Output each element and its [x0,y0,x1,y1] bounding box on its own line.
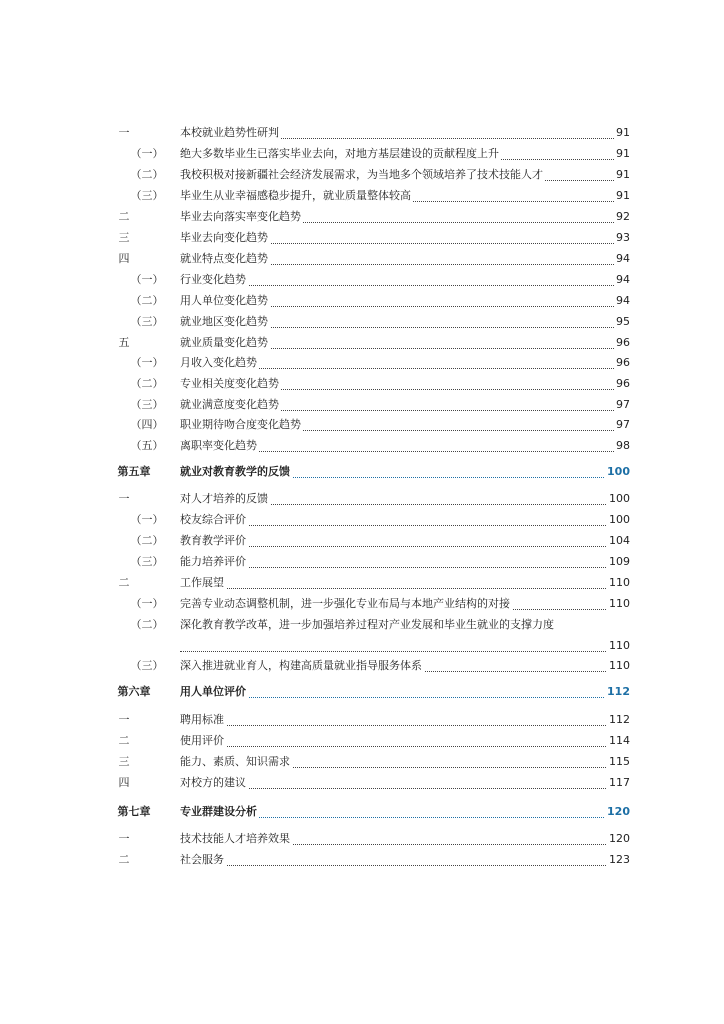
toc-page-number: 110 [607,574,630,592]
toc-number: （一） [130,147,164,160]
toc-page-number: 100 [607,511,630,529]
toc-number: （三） [130,659,164,672]
toc-number: （四） [130,418,164,431]
toc-title: 月收入变化趋势 [180,354,259,372]
toc-number: （一） [130,513,164,526]
toc-page-number: 96 [614,334,630,352]
toc-number: 四 [118,252,130,265]
toc-title: 用人单位评价 [180,683,248,701]
toc-entry[interactable] [0,313,724,331]
toc-entry[interactable] [0,574,724,592]
toc-page-number: 110 [607,595,630,613]
toc-entry[interactable] [0,490,724,508]
toc-page-number: 120 [607,830,630,848]
toc-number: 二 [118,210,130,223]
toc-number: （二） [130,377,164,390]
toc-page-number: 104 [607,532,630,550]
toc-page-number: 96 [614,375,630,393]
toc-title: 深化教育教学改革，进一步加强培养过程对产业发展和毕业生就业的支撑力度 [180,616,556,634]
toc-number: 三 [118,755,130,768]
toc-entry[interactable] [0,595,724,613]
toc-number: （一） [130,356,164,369]
toc-title: 能力、素质、知识需求 [180,753,292,771]
toc-entry[interactable] [0,511,724,529]
toc-page-number: 94 [614,271,630,289]
toc-number: （一） [130,597,164,610]
toc-entry[interactable] [0,616,724,634]
toc-title: 绝大多数毕业生已落实毕业去向，对地方基层建设的贡献程度上升 [180,145,501,163]
toc-page-number: 100 [607,490,630,508]
toc-page-number: 100 [605,463,630,481]
toc-number: 一 [118,832,130,845]
toc-entry[interactable] [0,774,724,792]
toc-title: 本校就业趋势性研判 [180,124,281,142]
toc-entry-continuation[interactable] [0,637,724,655]
toc-page-number: 110 [607,637,630,655]
toc-page-number: 117 [607,774,630,792]
toc-number: （三） [130,398,164,411]
toc-title: 就业地区变化趋势 [180,313,270,331]
toc-page-number: 96 [614,354,630,372]
toc-number: 一 [118,713,130,726]
toc-number: （二） [130,618,164,631]
toc-entry[interactable] [0,292,724,310]
toc-title: 毕业生从业幸福感稳步提升，就业质量整体较高 [180,187,413,205]
toc-entry[interactable] [0,753,724,771]
toc-title: 校友综合评价 [180,511,248,529]
toc-number: 第六章 [117,685,151,698]
toc-page-number: 93 [614,229,630,247]
toc-title: 使用评价 [180,732,226,750]
toc-entry[interactable] [0,830,724,848]
toc-number: 二 [118,576,130,589]
toc-number: 二 [118,853,130,866]
toc-title: 教育教学评价 [180,532,248,550]
toc-entry[interactable] [0,229,724,247]
toc-entry[interactable] [0,187,724,205]
toc-entry[interactable] [0,416,724,434]
toc-page-number: 97 [614,416,630,434]
toc-entry[interactable] [0,553,724,571]
toc-page-number: 94 [614,292,630,310]
toc-entry[interactable] [0,851,724,869]
toc-page-number: 112 [607,711,630,729]
toc-entry[interactable] [0,657,724,675]
toc-number: 三 [118,231,130,244]
toc-page-number: 91 [614,124,630,142]
toc-page-number: 92 [614,208,630,226]
toc-chapter[interactable] [0,803,724,821]
toc-entry[interactable] [0,208,724,226]
toc-title: 用人单位变化趋势 [180,292,270,310]
toc-number: 一 [118,126,130,139]
toc-title: 专业相关度变化趋势 [180,375,281,393]
toc-title: 对校方的建议 [180,774,248,792]
dot-leader [180,715,630,726]
toc-page-number: 115 [607,753,630,771]
toc-number: （三） [130,315,164,328]
toc-title: 就业满意度变化趋势 [180,396,281,414]
toc-page-number: 95 [614,313,630,331]
toc-number: 五 [118,336,130,349]
toc-title: 职业期待吻合度变化趋势 [180,416,303,434]
toc-page-number: 94 [614,250,630,268]
toc-page-number: 123 [607,851,630,869]
dot-leader [180,641,630,652]
toc-title: 聘用标准 [180,711,226,729]
toc-title: 毕业去向落实率变化趋势 [180,208,303,226]
toc-page-number: 91 [614,145,630,163]
toc-number: 四 [118,776,130,789]
toc-entry[interactable] [0,732,724,750]
toc-entry[interactable] [0,532,724,550]
toc-number: （三） [130,189,164,202]
toc-number: 一 [118,492,130,505]
toc-title: 就业特点变化趋势 [180,250,270,268]
toc-title: 社会服务 [180,851,226,869]
toc-entry[interactable] [0,271,724,289]
toc-title: 技术技能人才培养效果 [180,830,292,848]
toc-entry[interactable] [0,711,724,729]
toc-title: 能力培养评价 [180,553,248,571]
toc-title: 离职率变化趋势 [180,437,259,455]
toc-number: （二） [130,294,164,307]
toc-title: 对人才培养的反馈 [180,490,270,508]
toc-entry[interactable] [0,354,724,372]
toc-page-number: 91 [614,187,630,205]
toc-number: 第五章 [117,465,151,478]
toc-chapter[interactable] [0,463,724,481]
toc-number: （五） [130,439,164,452]
toc-page-number: 98 [614,437,630,455]
toc-number: （一） [130,273,164,286]
toc-entry[interactable] [0,334,724,352]
dot-leader [180,578,630,589]
toc-title: 毕业去向变化趋势 [180,229,270,247]
toc-page-number: 97 [614,396,630,414]
toc-page-number: 109 [607,553,630,571]
toc-entry[interactable] [0,166,724,184]
toc-page-number: 114 [607,732,630,750]
toc-title: 行业变化趋势 [180,271,248,289]
toc-number: 第七章 [117,805,151,818]
dot-leader [180,855,630,866]
toc-entry[interactable] [0,250,724,268]
toc-page-number: 91 [614,166,630,184]
toc-number: （三） [130,555,164,568]
toc-title: 我校积极对接新疆社会经济发展需求，为当地多个领域培养了技术技能人才 [180,166,545,184]
toc-title: 深入推进就业育人，构建高质量就业指导服务体系 [180,657,424,675]
toc-entry[interactable] [0,396,724,414]
toc-title: 就业对教育教学的反馈 [180,463,292,481]
toc-number: （二） [130,168,164,181]
toc-page-number: 112 [605,683,630,701]
toc-title: 工作展望 [180,574,226,592]
toc-number: （二） [130,534,164,547]
toc-number: 二 [118,734,130,747]
toc-entry[interactable] [0,124,724,142]
dot-leader [180,736,630,747]
toc-title: 就业质量变化趋势 [180,334,270,352]
toc-entry[interactable] [0,437,724,455]
toc-title: 专业群建设分析 [180,803,259,821]
toc-title: 完善专业动态调整机制，进一步强化专业布局与本地产业结构的对接 [180,595,512,613]
toc-entry[interactable] [0,145,724,163]
toc-page-number: 120 [605,803,630,821]
toc-entry[interactable] [0,375,724,393]
toc-chapter[interactable] [0,683,724,701]
toc-page-number: 110 [607,657,630,675]
